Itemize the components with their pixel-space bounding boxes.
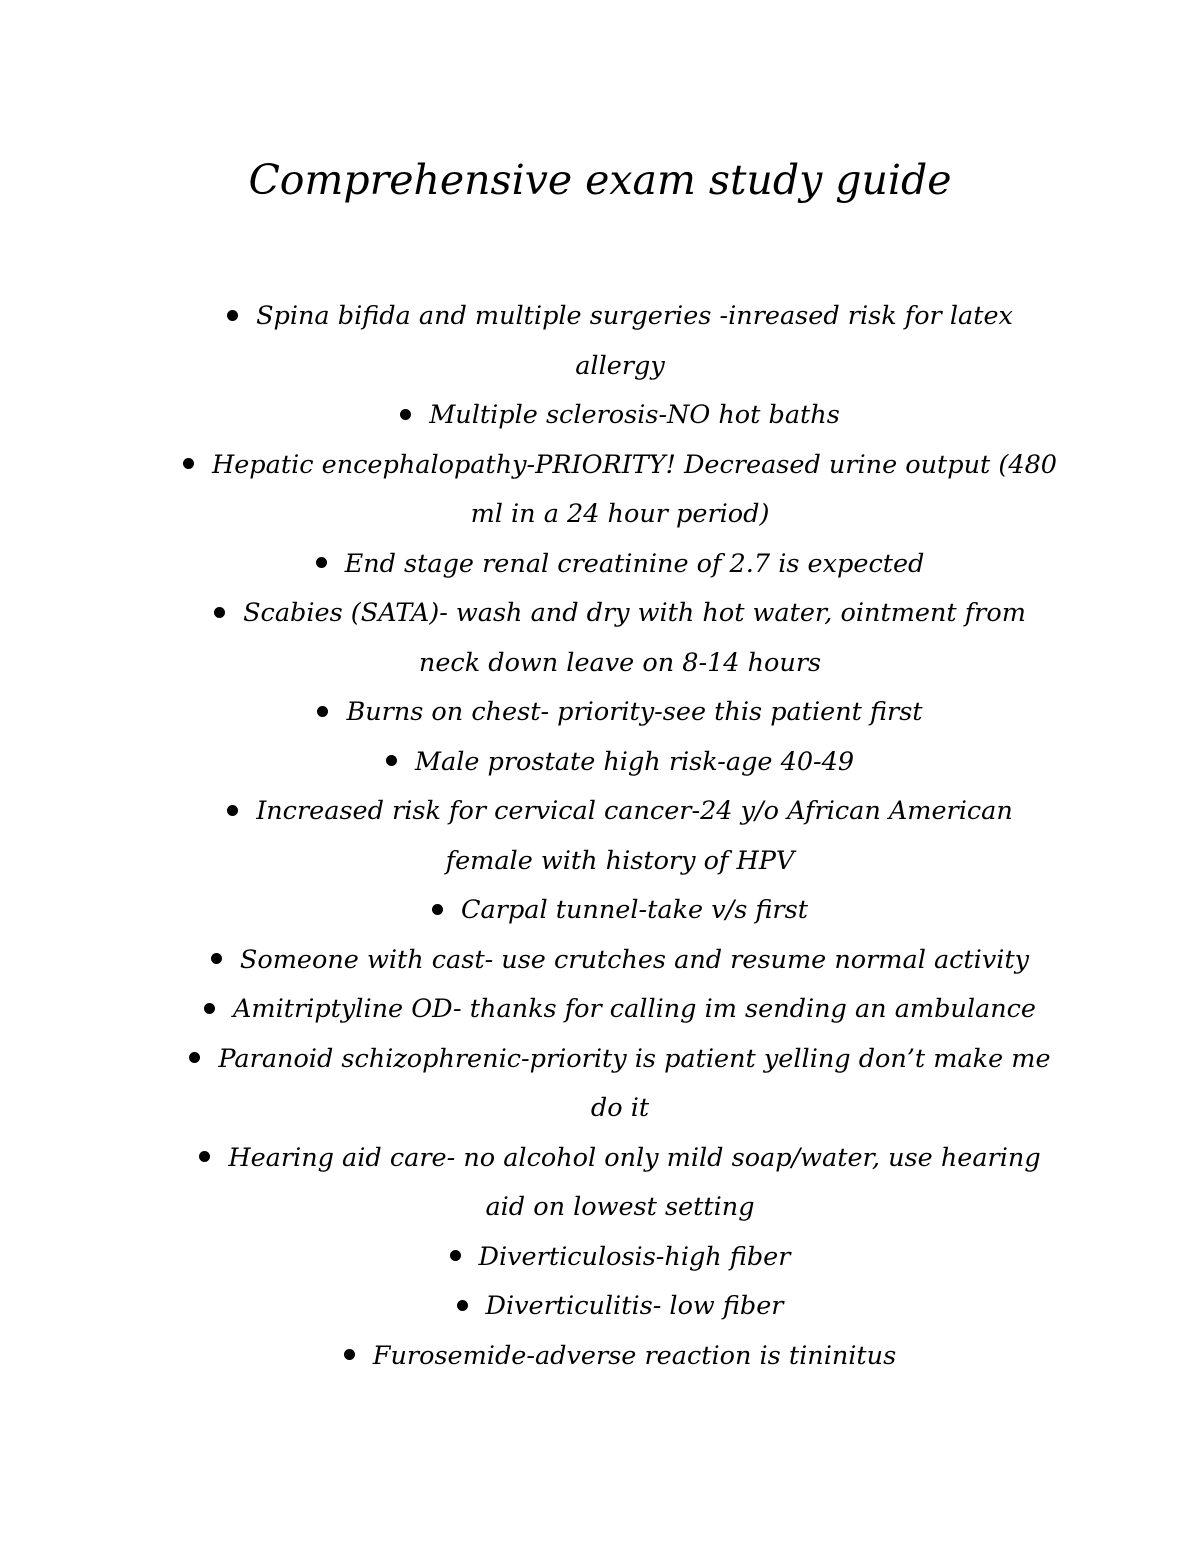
list-item <box>180 688 1060 738</box>
list-item <box>180 936 1060 986</box>
list-item <box>180 985 1060 1035</box>
bullet-icon <box>227 805 238 816</box>
bullet-icon <box>317 706 328 717</box>
list-item-text: Diverticulitis- low fiber <box>485 1291 784 1321</box>
list-item-text: Paranoid schizophrenic-priority is patient yelling don’t make me do it <box>218 1043 1051 1123</box>
list-item-text: Hearing aid care- no alcohol only mild soap/water, use hearing aid on lowest setting <box>228 1142 1041 1222</box>
bullet-icon <box>214 607 225 618</box>
document-title: Comprehensive exam study guide <box>248 156 952 204</box>
list-item <box>180 589 1060 688</box>
list-item <box>180 1282 1060 1332</box>
list-item-text: Increased risk for cervical cancer-24 y/o African American female with history of HPV <box>256 796 1013 876</box>
bullet-icon <box>457 1300 468 1311</box>
bullet-icon <box>400 409 411 420</box>
list-item-text: Someone with cast- use crutches and resume normal activity <box>239 944 1030 975</box>
list-item-text: Multiple sclerosis-NO hot baths <box>429 400 840 430</box>
list-item-text: Burns on chest- priority-see this patient first <box>346 697 923 727</box>
list-item-text: Male prostate high risk-age 40-49 <box>414 746 855 777</box>
list-item <box>180 886 1060 936</box>
study-guide-list <box>180 292 1060 1381</box>
list-item-text: Diverticulosis-high fiber <box>478 1241 791 1272</box>
bullet-icon <box>450 1250 461 1261</box>
list-item-text: Spina bifida and multiple surgeries -inreased risk for latex allergy <box>256 301 1013 381</box>
list-item-text: Hepatic encephalopathy-PRIORITY! Decreased urine output (480 ml in a 24 hour period) <box>211 449 1058 529</box>
list-item-text: Scabies (SATA)- wash and dry with hot water, ointment from neck down leave on 8-14 hours <box>243 598 1026 678</box>
bullet-icon <box>189 1052 200 1063</box>
list-item <box>180 292 1060 391</box>
list-item-text: Carpal tunnel-take v/s first <box>461 895 808 925</box>
list-item <box>180 787 1060 886</box>
bullet-icon <box>432 904 443 915</box>
bullet-icon <box>344 1349 355 1360</box>
list-item <box>180 1233 1060 1283</box>
list-item <box>180 1134 1060 1233</box>
bullet-icon <box>227 310 238 321</box>
list-item <box>180 738 1060 788</box>
list-item-text: End stage renal creatinine of 2.7 is expected <box>344 548 925 579</box>
list-item <box>180 540 1060 590</box>
list-item <box>180 391 1060 441</box>
list-item <box>180 1035 1060 1134</box>
bullet-icon <box>183 458 194 469</box>
bullet-icon <box>211 953 222 964</box>
list-item-text: Furosemide-adverse reaction is tininitus <box>372 1340 897 1371</box>
bullet-icon <box>199 1151 210 1162</box>
list-item <box>180 441 1060 540</box>
bullet-icon <box>386 755 397 766</box>
bullet-icon <box>316 557 327 568</box>
list-item <box>180 1332 1060 1382</box>
list-item-text: Amitriptyline OD- thanks for calling im sending an ambulance <box>232 994 1036 1024</box>
bullet-icon <box>204 1003 215 1014</box>
